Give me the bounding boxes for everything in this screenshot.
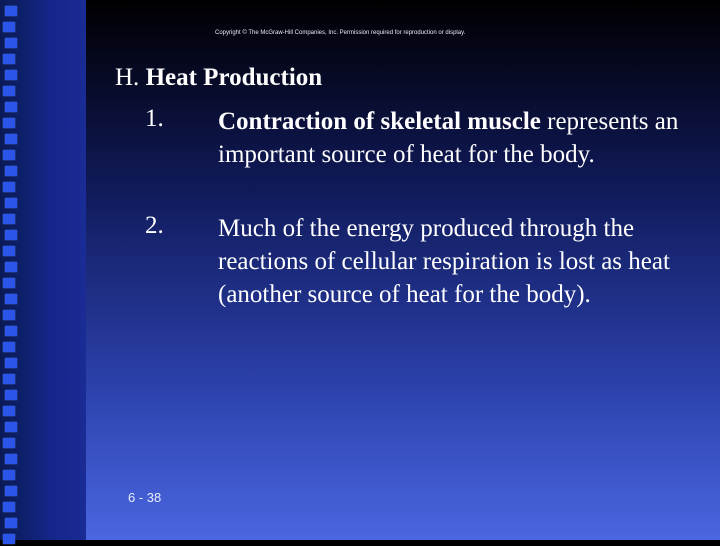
decorative-square: [5, 358, 17, 368]
decorative-square: [3, 310, 15, 320]
decorative-square: [3, 342, 15, 352]
decorative-squares: [0, 0, 22, 546]
item-text: represents an important source of heat for the body.: [218, 108, 679, 168]
decorative-square: [3, 406, 15, 416]
decorative-square: [5, 166, 17, 176]
decorative-square: [3, 86, 15, 96]
decorative-square: [5, 38, 17, 48]
item-text: Much of the energy produced through the reactions of cellular respiration is lost as heat (another source of heat for the body).: [218, 215, 670, 308]
list-item: [218, 212, 688, 311]
decorative-square: [5, 390, 17, 400]
decorative-square: [5, 198, 17, 208]
item-number: 2.: [145, 212, 164, 239]
decorative-square: [5, 230, 17, 240]
section-letter: H.: [115, 64, 140, 91]
decorative-square: [3, 470, 15, 480]
decorative-square: [5, 422, 17, 432]
decorative-square: [3, 278, 15, 288]
decorative-square: [5, 294, 17, 304]
decorative-square: [5, 102, 17, 112]
decorative-square: [3, 246, 15, 256]
decorative-square: [5, 326, 17, 336]
page-number: 6 - 38: [128, 490, 162, 505]
decorative-square: [3, 534, 15, 544]
decorative-square: [5, 6, 17, 16]
decorative-square: [5, 70, 17, 80]
item-number: 1.: [145, 105, 164, 132]
decorative-square: [3, 118, 15, 128]
section-heading: [115, 64, 322, 92]
list-item: [218, 105, 688, 171]
decorative-square: [3, 150, 15, 160]
decorative-square: [3, 54, 15, 64]
decorative-square: [5, 262, 17, 272]
decorative-square: [5, 486, 17, 496]
decorative-square: [3, 374, 15, 384]
copyright-notice: Copyright © The McGraw-Hill Companies, Inc. Permission required for reproduction or display.: [215, 30, 466, 36]
item-lead: Contraction of skeletal muscle: [218, 108, 541, 135]
decorative-square: [3, 182, 15, 192]
decorative-square: [3, 22, 15, 32]
decorative-square: [5, 134, 17, 144]
left-decorative-strip: [0, 0, 86, 540]
decorative-square: [5, 454, 17, 464]
decorative-square: [5, 518, 17, 528]
decorative-square: [3, 214, 15, 224]
section-title: Heat Production: [145, 64, 323, 91]
decorative-square: [3, 438, 15, 448]
decorative-square: [3, 502, 15, 512]
